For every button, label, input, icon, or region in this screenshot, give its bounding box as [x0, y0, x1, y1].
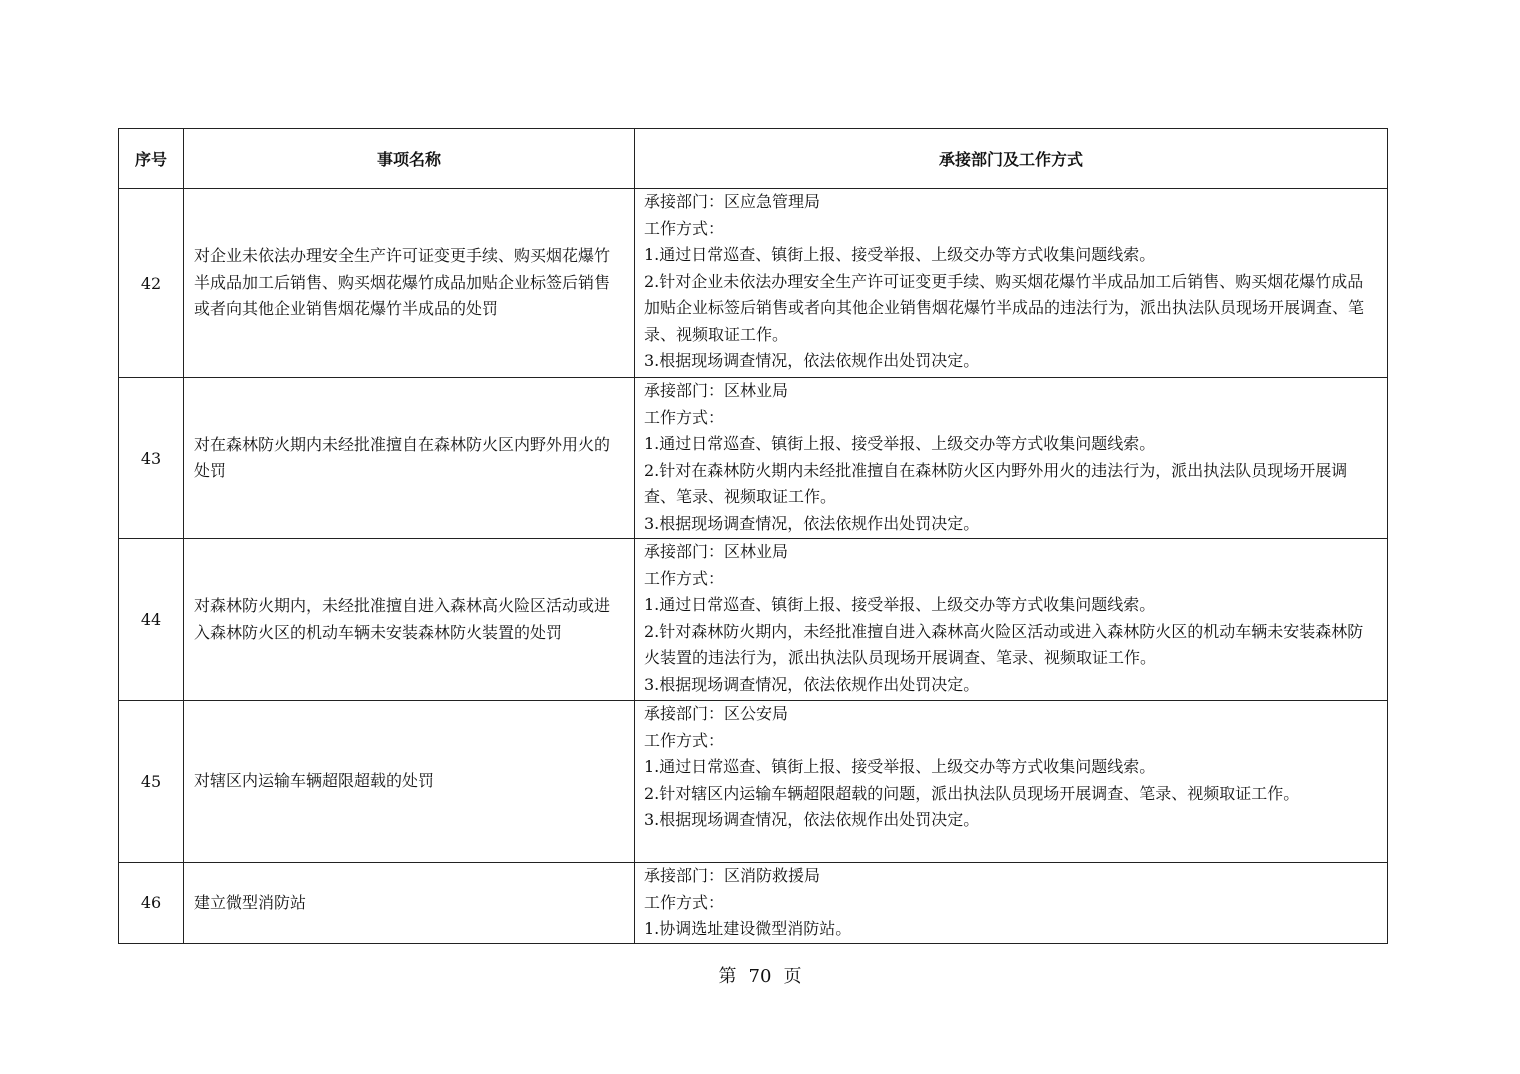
method-department: 承接部门：区应急管理局	[644, 192, 821, 211]
method-step-3: 3.根据现场调查情况，依法依规作出处罚决定。	[644, 351, 980, 370]
row-method	[635, 863, 1388, 944]
table-row	[119, 189, 1388, 378]
method-label: 工作方式：	[644, 568, 725, 588]
page-number: 70	[748, 966, 772, 987]
header-item-name: 事项名称	[184, 129, 635, 189]
row-item-name: 对企业未依法办理安全生产许可证变更手续、购买烟花爆竹半成品加工后销售、购买烟花爆竹成品加贴企业标签后销售或者向其他企业销售烟花爆竹半成品的处罚	[184, 189, 635, 378]
table-row	[119, 863, 1388, 944]
method-step-3: 3.根据现场调查情况，依法依规作出处罚决定。	[644, 810, 980, 829]
method-step-2: 2.针对森林防火期内，未经批准擅自进入森林高火险区活动或进入森林防火区的机动车辆未安装森林防火装置的违法行为，派出执法队员现场开展调查、笔录、视频取证工作。	[644, 621, 1364, 667]
row-item-name: 对在森林防火期内未经批准擅自在森林防火区内野外用火的处罚	[184, 378, 635, 539]
row-number: 45	[119, 701, 184, 863]
method-step-2: 2.针对企业未依法办理安全生产许可证变更手续、购买烟花爆竹半成品加工后销售、购买烟花爆竹成品加贴企业标签后销售或者向其他企业销售烟花爆竹半成品的违法行为，派出执法队员现场开展调查、笔录、视频取证工作。	[644, 271, 1365, 344]
method-label: 工作方式：	[644, 218, 725, 238]
method-department: 承接部门：区公安局	[644, 704, 789, 723]
page-suffix: 页	[783, 966, 802, 987]
page-footer	[0, 962, 1520, 988]
row-number: 44	[119, 539, 184, 701]
row-number: 46	[119, 863, 184, 944]
method-department: 承接部门：区林业局	[644, 542, 789, 561]
row-item-name: 对森林防火期内，未经批准擅自进入森林高火险区活动或进入森林防火区的机动车辆未安装森林防火装置的处罚	[184, 539, 635, 701]
method-step-3: 3.根据现场调查情况，依法依规作出处罚决定。	[644, 513, 980, 533]
header-department-method: 承接部门及工作方式	[635, 129, 1388, 189]
row-number: 42	[119, 189, 184, 378]
method-step-2: 2.针对辖区内运输车辆超限超载的问题，派出执法队员现场开展调查、笔录、视频取证工作。	[644, 783, 1300, 803]
table-row	[119, 701, 1388, 863]
page-prefix: 第	[718, 966, 737, 987]
method-department: 承接部门：区消防救援局	[644, 866, 821, 885]
method-step-1: 1.通过日常巡查、镇街上报、接受举报、上级交办等方式收集问题线索。	[644, 434, 1156, 453]
method-step-1: 1.协调选址建设微型消防站。	[644, 919, 852, 938]
row-method	[635, 701, 1388, 863]
method-label: 工作方式：	[644, 407, 725, 427]
table-row	[119, 378, 1388, 539]
row-method	[635, 378, 1388, 539]
method-label: 工作方式：	[644, 892, 725, 912]
row-method	[635, 539, 1388, 701]
method-step-2: 2.针对在森林防火期内未经批准擅自在森林防火区内野外用火的违法行为，派出执法队员现场开展调查、笔录、视频取证工作。	[644, 460, 1348, 506]
table-header-row	[119, 129, 1388, 189]
method-step-1: 1.通过日常巡查、镇街上报、接受举报、上级交办等方式收集问题线索。	[644, 245, 1156, 264]
method-label: 工作方式：	[644, 730, 725, 750]
method-step-3: 3.根据现场调查情况，依法依规作出处罚决定。	[644, 674, 980, 694]
matters-table	[118, 128, 1388, 944]
method-step-1: 1.通过日常巡查、镇街上报、接受举报、上级交办等方式收集问题线索。	[644, 595, 1156, 614]
row-item-name: 建立微型消防站	[184, 863, 635, 944]
method-step-1: 1.通过日常巡查、镇街上报、接受举报、上级交办等方式收集问题线索。	[644, 757, 1156, 776]
row-number: 43	[119, 378, 184, 539]
row-method	[635, 189, 1388, 378]
method-department: 承接部门：区林业局	[644, 381, 789, 400]
row-item-name: 对辖区内运输车辆超限超载的处罚	[184, 701, 635, 863]
table-row	[119, 539, 1388, 701]
header-serial: 序号	[119, 129, 184, 189]
